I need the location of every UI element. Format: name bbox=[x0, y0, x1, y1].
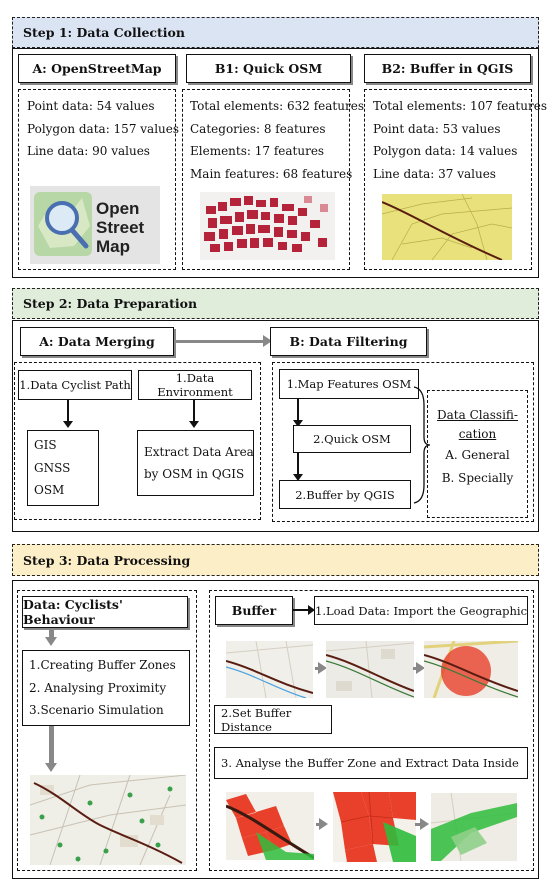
cyclists-behaviour-title-text: Data: Cyclists' Behaviour bbox=[23, 597, 123, 627]
data-environment-text: 1.Data Environment bbox=[157, 371, 233, 399]
merging-to-filtering-arrow bbox=[176, 340, 264, 343]
step2-header-text: Step 2: Data Preparation bbox=[23, 296, 198, 311]
data-classification-box bbox=[427, 390, 528, 518]
classification-title: cation bbox=[458, 427, 497, 441]
extract-line: Extract Data Area bbox=[144, 444, 254, 459]
stat-line: Total elements: 632 features bbox=[190, 99, 364, 113]
openstreetmap-title-text: A: OpenStreetMap bbox=[32, 61, 162, 76]
extract-map-2-image bbox=[333, 792, 416, 862]
extract-map-3-image bbox=[431, 793, 517, 861]
buffer-qgis-title bbox=[364, 54, 531, 83]
stat-line: Main features: 68 features bbox=[190, 166, 353, 181]
behaviour-down-arrow-1 bbox=[49, 628, 54, 638]
data-merging-title-text: A: Data Merging bbox=[39, 334, 155, 349]
buffer-map-1-image bbox=[226, 641, 313, 698]
logo-text-street: Street bbox=[96, 218, 145, 237]
stat-line: Line data: 90 values bbox=[27, 144, 150, 158]
behaviour-step: 2. Analysing Proximity bbox=[29, 680, 167, 695]
buffer-title-text: Buffer bbox=[231, 603, 277, 618]
buffer-qgis-map-image bbox=[382, 194, 512, 260]
stat-line: Polygon data: 14 values bbox=[373, 144, 518, 158]
openstreetmap-title bbox=[18, 54, 176, 83]
step2-header bbox=[12, 288, 539, 319]
step1-header bbox=[12, 17, 539, 48]
data-merging-title bbox=[20, 327, 174, 356]
openstreetmap-logo-icon bbox=[30, 186, 160, 264]
data-sources-box bbox=[27, 430, 99, 506]
buffer-map-2-image bbox=[326, 641, 414, 698]
behaviour-steps-box bbox=[22, 650, 190, 726]
buffer-title bbox=[215, 596, 293, 625]
buffer-qgis-title-text: B2: Buffer in QGIS bbox=[381, 61, 514, 76]
stat-line: Total elements: 107 features bbox=[373, 99, 547, 113]
extract-image-arrow-1 bbox=[316, 823, 320, 826]
behaviour-step: 3.Scenario Simulation bbox=[29, 703, 164, 718]
extract-line: by OSM in QGIS bbox=[144, 467, 245, 481]
data-cyclist-path-box bbox=[18, 370, 132, 400]
cyclist-path-down-arrow bbox=[67, 400, 69, 422]
buffer-by-qgis-text: 2.Buffer by QGIS bbox=[295, 487, 395, 502]
step1-header-text: Step 1: Data Collection bbox=[23, 25, 185, 40]
quick-osm-step-text: 2.Quick OSM bbox=[313, 432, 391, 446]
buffer-to-load-arrow bbox=[293, 609, 309, 611]
environment-down-arrow bbox=[193, 400, 195, 422]
data-filtering-title-text: B: Data Filtering bbox=[289, 334, 408, 349]
buffer-by-qgis-box bbox=[279, 480, 411, 509]
map-features-osm-text: 1.Map Features OSM bbox=[286, 377, 412, 391]
behaviour-down-arrow-2 bbox=[49, 726, 54, 764]
cyclist-route-map-image bbox=[30, 775, 186, 865]
step3-header-text: Step 3: Data Processing bbox=[23, 552, 191, 568]
extract-map-1-image bbox=[226, 792, 314, 860]
logo-text-map: Map bbox=[96, 237, 130, 256]
source-gnss: GNSS bbox=[34, 460, 71, 475]
quick-osm-map-image bbox=[200, 192, 335, 260]
load-data-box bbox=[314, 596, 528, 625]
behaviour-step: 1.Creating Buffer Zones bbox=[29, 658, 176, 673]
stat-line: Point data: 54 values bbox=[27, 99, 155, 113]
stat-line: Line data: 37 values bbox=[373, 166, 496, 181]
stat-line: Polygon data: 157 values bbox=[27, 121, 180, 136]
quick-osm-stats bbox=[190, 95, 364, 185]
logo-text-open: Open bbox=[96, 199, 140, 218]
quick-osm-title bbox=[186, 54, 351, 83]
cyclists-behaviour-title bbox=[22, 596, 188, 628]
step3-header bbox=[12, 544, 539, 576]
classification-item-specially: B. Specially bbox=[441, 471, 514, 485]
analyse-buffer-text: 3. Analyse the Buffer Zone and Extract Data Inside bbox=[221, 756, 519, 770]
classification-item-general: A. General bbox=[445, 448, 510, 462]
extract-data-box bbox=[137, 430, 254, 496]
openstreetmap-stats bbox=[27, 95, 179, 163]
buffer-qgis-stats bbox=[373, 95, 547, 185]
quick-osm-title-text: B1: Quick OSM bbox=[214, 61, 323, 76]
source-gis: GIS bbox=[34, 438, 57, 453]
map-features-osm-box bbox=[279, 369, 419, 399]
set-buffer-distance-box bbox=[214, 705, 332, 734]
map-features-down-arrow bbox=[297, 399, 299, 421]
data-environment-box bbox=[138, 370, 252, 400]
classification-title: Data Classifi- bbox=[437, 408, 518, 422]
quick-osm-step-box bbox=[293, 425, 411, 453]
buffer-image-arrow-2 bbox=[413, 667, 417, 670]
data-filtering-title bbox=[270, 327, 427, 356]
source-osm: OSM bbox=[34, 483, 65, 498]
stat-line: Elements: 17 features bbox=[190, 144, 325, 158]
quick-osm-down-arrow bbox=[297, 453, 299, 475]
buffer-map-3-image bbox=[424, 641, 518, 698]
set-buffer-distance-text: 2.Set Buffer Distance bbox=[221, 705, 292, 734]
stat-line: Point data: 53 values bbox=[373, 121, 501, 136]
extract-image-arrow-2 bbox=[415, 823, 421, 826]
data-cyclist-path-text: 1.Data Cyclist Path bbox=[19, 378, 131, 392]
stat-line: Categories: 8 features bbox=[190, 121, 326, 136]
buffer-image-arrow-1 bbox=[315, 667, 319, 670]
load-data-text: 1.Load Data: Import the Geographic bbox=[315, 603, 528, 618]
analyse-buffer-box bbox=[214, 747, 528, 779]
